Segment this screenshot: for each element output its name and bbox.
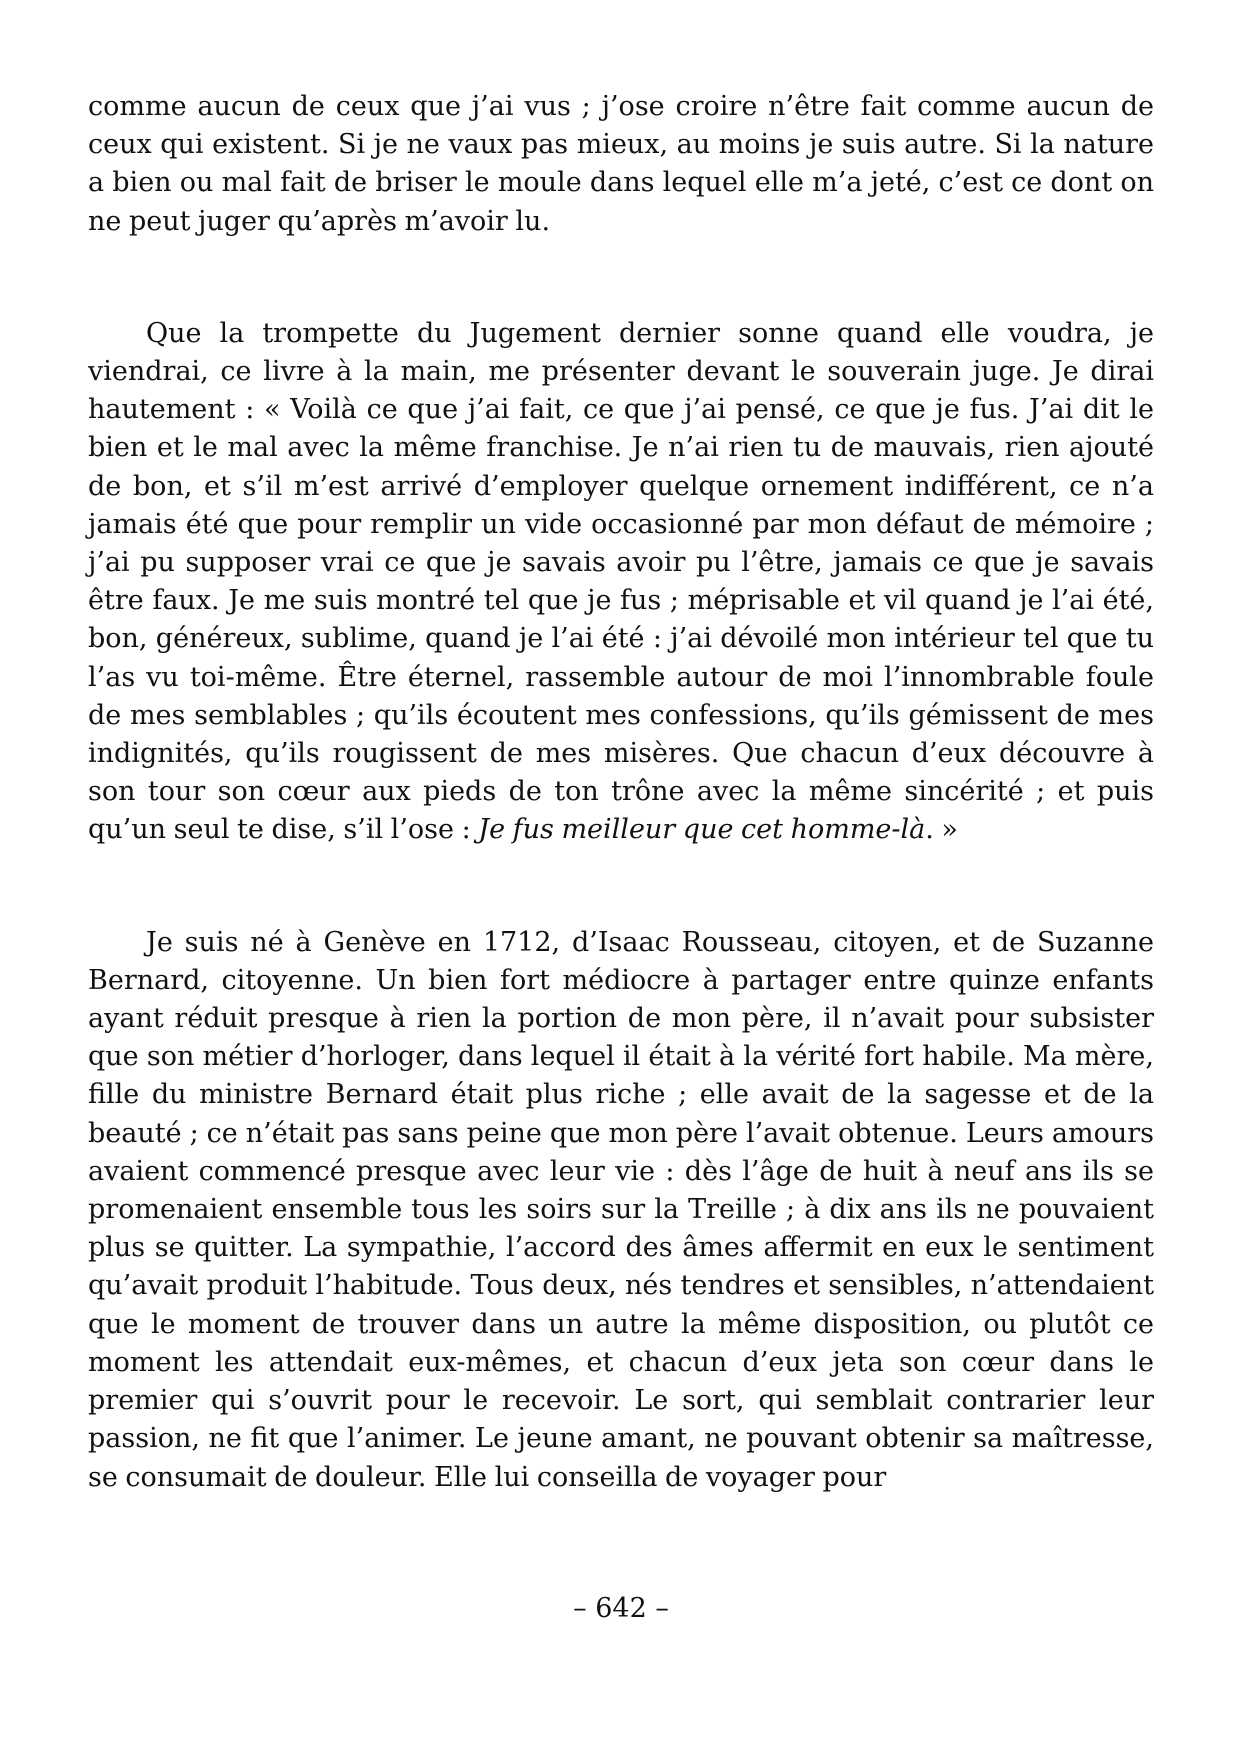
page-number: – 642 – [573, 1593, 669, 1624]
paragraph-birth: Je suis né à Genève en 1712, d’Isaac Rousseau, citoyen, et de Suzanne Bernard, citoyenne. Un bien fort médiocre à partager entre quinze enfants ayant réduit presque à rien la portion de mon père, il n’avait pour subsister que son métier d’horloger, dans lequel il était à la vérité fort habile. Ma mère, fille du ministre Bernard était plus riche ; elle avait de la sagesse et de la beauté ; ce n’était pas sans peine que mon père l’avait obtenue. Leurs amours avaient commencé presque avec leur vie : dès l’âge de huit à neuf ans ils se promenaient ensemble tous les soirs sur la Treille ; à dix ans ils ne pouvaient plus se quitter. La sympathie, l’accord des âmes affermit en eux le sentiment qu’avait produit l’habitude. Tous deux, nés tendres et sensibles, n’attendaient que le moment de trouver dans un autre la même disposition, ou plutôt ce moment les attendait eux-mêmes, et chacun d’eux jeta son cœur dans le premier qui s’ouvrit pour le recevoir. Le sort, qui semblait contrarier leur passion, ne fit que l’animer. Le jeune amant, ne pouvant obtenir sa maîtresse, se consumait de douleur. Elle lui conseilla de voyager pour [88, 926, 1154, 1493]
paragraph-judgement-text: Que la trompette du Jugement dernier sonne quand elle voudra, je viendrai, ce livre à la main, me présenter devant le souverain juge. Je dirai hautement : « Voilà ce que j’ai fait, ce que j’ai pensé, ce que je fus. J’ai dit le bien et le mal avec la même franchise. Je n’ai rien tu de mauvais, rien ajouté de bon, et s’il m’est arrivé d’employer quelque ornement indifférent, ce n’a jamais été que pour remplir un vide occasionné par mon défaut de mémoire ; j’ai pu supposer vrai ce que je savais avoir pu l’être, jamais ce que je savais être faux. Je me suis montré tel que je fus ; méprisable et vil quand je l’ai été, bon, généreux, sublime, quand je l’ai été : j’ai dévoilé mon intérieur tel que tu l’as vu toi-même. Être éternel, rassemble autour de moi l’innombrable foule de mes semblables ; qu’ils écoutent mes confessions, qu’ils gémissent de mes indignités, qu’ils rougissent de mes misères. Que chacun d’eux découvre à son tour son cœur aux pieds de ton trône avec la même sincérité ; et puis qu’un seul te dise, s’il l’ose : [88, 317, 1154, 846]
paragraph-judgement-closing: . » [925, 814, 958, 846]
paragraph-continuation: comme aucun de ceux que j’ai vus ; j’ose croire n’être fait comme aucun de ceux qui existent. Si je ne vaux pas mieux, au moins je suis autre. Si la nature a bien ou mal fait de briser le moule dans lequel elle m’a jeté, c’est ce dont on ne peut juger qu’après m’avoir lu. [88, 91, 1154, 237]
page-body [88, 88, 1154, 1497]
paragraph-judgement-emphasis: Je fus meilleur que cet homme-là [478, 814, 926, 846]
paragraph-judgement [88, 315, 1154, 850]
